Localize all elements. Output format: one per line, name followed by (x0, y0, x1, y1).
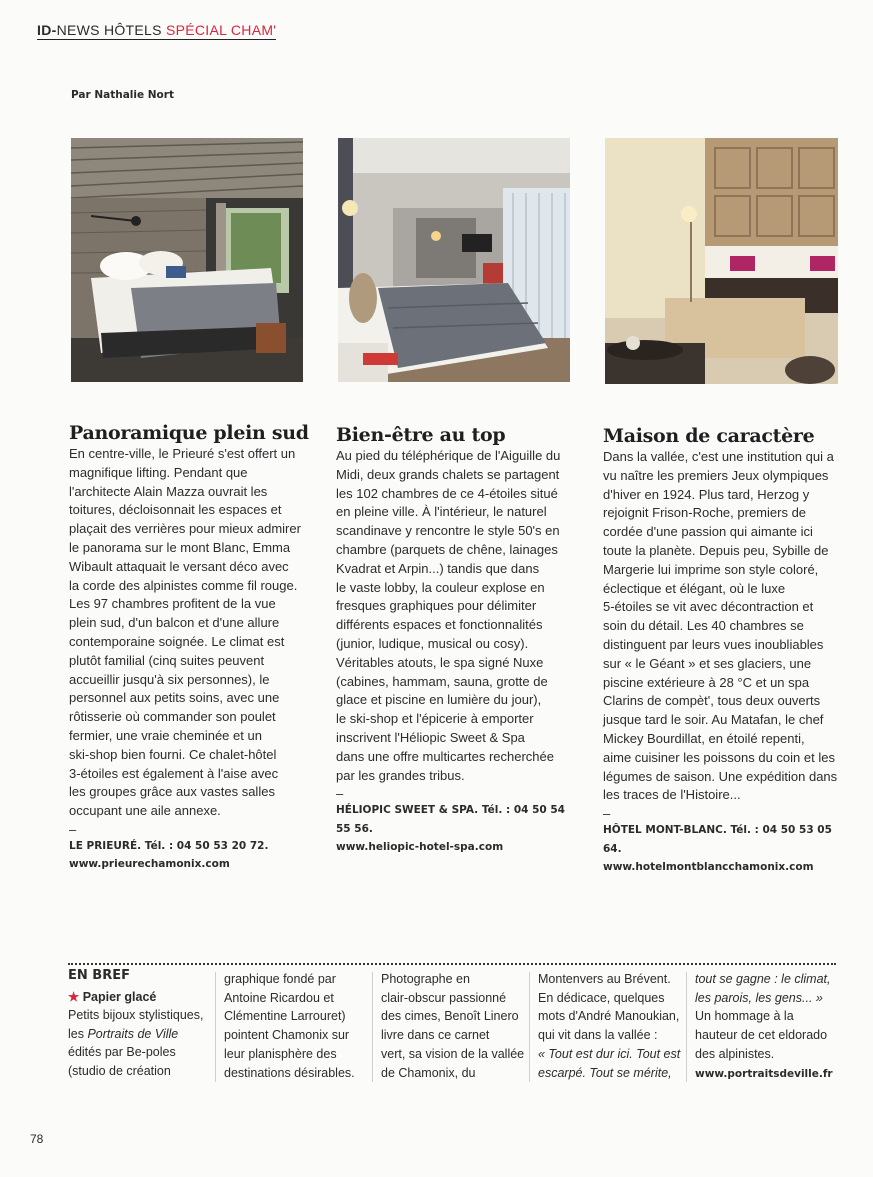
bref-line: Petits bijoux stylistiques, (68, 1008, 204, 1022)
bref-line: pointent Chamonix sur (224, 1028, 350, 1043)
article-body (336, 447, 576, 785)
body-line: ski-shop bien fourni. Ce chalet-hôtel (69, 746, 277, 762)
body-line: magnifique lifting. Pendant que (69, 464, 248, 480)
body-line: le ski-shop et l'épicerie à emporter (336, 711, 534, 727)
body-line: inscrivent l'Héliopic Sweet & Spa (336, 729, 525, 745)
en-bref-col-5 (695, 970, 840, 1083)
hotel-website-link[interactable]: www.prieurechamonix.com (69, 857, 230, 870)
body-line: piscine extérieure à 28 °C et un spa (603, 674, 810, 690)
bref-line: de Chamonix, du (381, 1065, 476, 1080)
body-line: différents espaces et fonctionnalités (336, 617, 543, 633)
body-line: (cabines, hammam, sauna, grotte de (336, 673, 548, 689)
photo-heliopic-bedroom (338, 138, 570, 382)
body-line: En centre-ville, le Prieuré s'est offert un (69, 446, 296, 461)
bref-line: des cimes, Benoît Linero (381, 1009, 519, 1024)
column-divider (215, 972, 216, 1082)
body-line: éclectique et élégant, où le luxe (603, 580, 786, 596)
body-line: les traces de l'Histoire... (603, 787, 741, 803)
body-line: contemporaine soignée. Le climat est (69, 633, 285, 649)
hotel-contact: LE PRIEURÉ. Tél. : 04 50 53 20 72. (69, 839, 269, 852)
body-line: les 102 chambres de ce 4-étoiles situé (336, 485, 558, 501)
header-news: NEWS HÔTELS (56, 22, 166, 38)
bref-line: Montenvers au Brévent. (538, 972, 671, 986)
separator-dash: – (336, 786, 344, 802)
bref-line: des alpinistes. (695, 1046, 775, 1061)
body-line: par les grandes tribus. (336, 767, 465, 783)
bref-italic: « Tout est dur ici. Tout est (538, 1046, 681, 1061)
en-bref-col-4 (538, 970, 688, 1082)
body-line: (junior, ludique, musical ou cosy). (336, 635, 529, 651)
en-bref-title: EN BREF (68, 968, 130, 983)
bref-line: Clémentine Larrouret) (224, 1009, 346, 1024)
article-prieure (69, 421, 309, 873)
body-line: Margerie lui imprime son style coloré, (603, 561, 819, 577)
body-line: jusque tard le soir. Au Matafan, le chef (603, 712, 824, 728)
body-line: cordée d'une passion qui aimante ici (603, 524, 813, 540)
hotel-contact: HÔTEL MONT-BLANC. Tél. : 04 50 53 05 64. (603, 824, 832, 856)
bref-italic: tout se gagne : le climat, (695, 972, 831, 986)
body-line: scandinave y rencontre le style 50's en (336, 523, 560, 539)
bref-line: mots d'André Manoukian, (538, 1009, 680, 1024)
body-line: Au pied du téléphérique de l'Aiguille du (336, 448, 561, 463)
photo-prieure-bedroom (71, 138, 303, 382)
column-divider (686, 972, 687, 1082)
body-line: le vaste lobby, la couleur explose en (336, 579, 545, 595)
bref-line: qui vit dans la vallée : (538, 1028, 658, 1043)
article-title: Panoramique plein sud (69, 422, 309, 444)
body-line: la corde des alpinistes comme fil rouge. (69, 577, 298, 593)
bref-line: édités par Be-poles (68, 1045, 176, 1060)
photo-montblanc-bedroom (605, 138, 838, 384)
body-line: plein sud, d'un balcon et d'une allure (69, 615, 280, 631)
body-line: dans une offre multicartes recherchée (336, 748, 554, 764)
bref-line: livre dans ce carnet (381, 1028, 490, 1043)
body-line: Les 97 chambres profitent de la vue (69, 596, 276, 612)
body-line: sur « le Géant » et ses glaciers, une (603, 655, 812, 671)
header-special: SPÉCIAL CHAM' (165, 22, 277, 38)
body-line: les groupes grâce aux vastes salles (69, 784, 275, 800)
body-line: plaçait des verrières pour mieux admirer (69, 521, 301, 537)
bref-line: Antoine Ricardou et (224, 990, 334, 1005)
body-line: toute la planète. Depuis peu, Sybille de (603, 542, 829, 558)
body-line: l'architecte Alain Mazza ouvrait les (69, 483, 268, 499)
body-line: Clarins de compèt', tous deux ouverts (603, 693, 821, 709)
body-line: Wibault attaquait le versant déco avec (69, 558, 289, 574)
bref-line: clair-obscur passionné (381, 990, 507, 1005)
body-line: accueillir jusqu'à six personnes), le (69, 671, 270, 687)
bref-line: hauteur de cet eldorado (695, 1028, 828, 1043)
article-title: Maison de caractère (603, 425, 815, 447)
body-line: rejoignit Frison-Roche, premiers de (603, 505, 807, 521)
bref-italic: escarpé. Tout se mérite, (538, 1065, 672, 1080)
hotel-website-link[interactable]: www.hotelmontblancchamonix.com (603, 861, 814, 874)
en-bref-subtitle-text: Papier glacé (82, 990, 157, 1004)
body-line: occupant une aile annexe. (69, 803, 221, 819)
bref-line: destinations désirables. (224, 1065, 355, 1080)
bref-line: vert, sa vision de la vallée (381, 1046, 525, 1061)
bref-line: leur planisphère des (224, 1046, 337, 1061)
hotel-contact: HÉLIOPIC SWEET & SPA. Tél. : 04 50 54 55 56. (336, 804, 565, 836)
en-bref-col-2 (224, 970, 374, 1082)
bref-line: Un hommage à la (695, 1009, 794, 1024)
star-icon: ★ (68, 990, 80, 1004)
section-header (37, 22, 276, 40)
body-line: rôtisserie où commander son poulet (69, 709, 276, 725)
body-line: 3-étoiles est également à l'aise avec (69, 765, 279, 781)
body-line: fresques graphiques pour délimiter (336, 598, 537, 614)
body-line: Mickey Bourdillat, en étoilé repenti, (603, 730, 805, 746)
column-divider (529, 972, 530, 1082)
body-line: soin du détail. Les 40 chambres se (603, 618, 804, 634)
body-line: le panorama sur le mont Blanc, Emma (69, 539, 291, 555)
body-line: aime cuisiner les poissons du coin et les (603, 749, 835, 765)
page-number: 78 (30, 1132, 44, 1146)
bref-italic: les parois, les gens... » (695, 990, 823, 1005)
body-line: toitures, décloisonnait les espaces et (69, 502, 282, 518)
article-body (69, 445, 309, 821)
body-line: légumes de saison. Une expédition dans (603, 768, 838, 784)
body-line: glace et piscine en lumière du jour), (336, 692, 542, 708)
body-line: 5-étoiles se vit avec décontraction et (603, 599, 814, 615)
body-line: personnel aux petits soins, avec une (69, 690, 280, 706)
portraits-website-link[interactable]: www.portraitsdeville.fr (695, 1067, 833, 1080)
body-line: plutôt familial (cinq suites peuvent (69, 652, 265, 668)
body-line: vu naître les premiers Jeux olympiques (603, 467, 829, 483)
bref-line: Photographe en (381, 972, 470, 986)
hotel-website-link[interactable]: www.heliopic-hotel-spa.com (336, 841, 504, 854)
separator-dash: – (603, 806, 611, 822)
bref-line: les (68, 1026, 88, 1041)
body-line: Dans la vallée, c'est une institution qui a (603, 449, 834, 464)
body-line: distinguent par leurs vues inoubliables (603, 636, 824, 652)
body-line: chambre (parquets de chêne, lainages (336, 541, 558, 557)
en-bref-col-3 (381, 970, 531, 1082)
article-title: Bien-être au top (336, 424, 506, 446)
body-line: Kvadrat et Arpin...) tandis que dans (336, 560, 540, 576)
bref-line: En dédicace, quelques (538, 990, 665, 1005)
bref-italic: Portraits de Ville (87, 1026, 179, 1041)
header-id: ID- (37, 22, 57, 38)
byline: Par Nathalie Nort (71, 89, 174, 101)
article-heliopic (336, 423, 576, 856)
body-line: fermier, une vraie cheminée et un (69, 727, 262, 743)
bref-line: graphique fondé par (224, 972, 336, 986)
separator-dash: – (69, 821, 77, 837)
en-bref-subtitle (68, 989, 156, 1004)
body-line: Véritables atouts, le spa signé Nuxe (336, 654, 544, 670)
bref-line: (studio de création (68, 1064, 171, 1079)
en-bref-dotted-rule (68, 963, 836, 965)
body-line: d'hiver en 1924. Plus tard, Herzog y (603, 486, 810, 502)
body-line: Midi, deux grands chalets se partagent (336, 466, 560, 482)
column-divider (372, 972, 373, 1082)
body-line: en pleine ville. À l'intérieur, le naturel (336, 504, 547, 520)
article-body (603, 448, 853, 805)
en-bref-col-1 (68, 1006, 218, 1081)
article-montblanc (603, 424, 853, 876)
